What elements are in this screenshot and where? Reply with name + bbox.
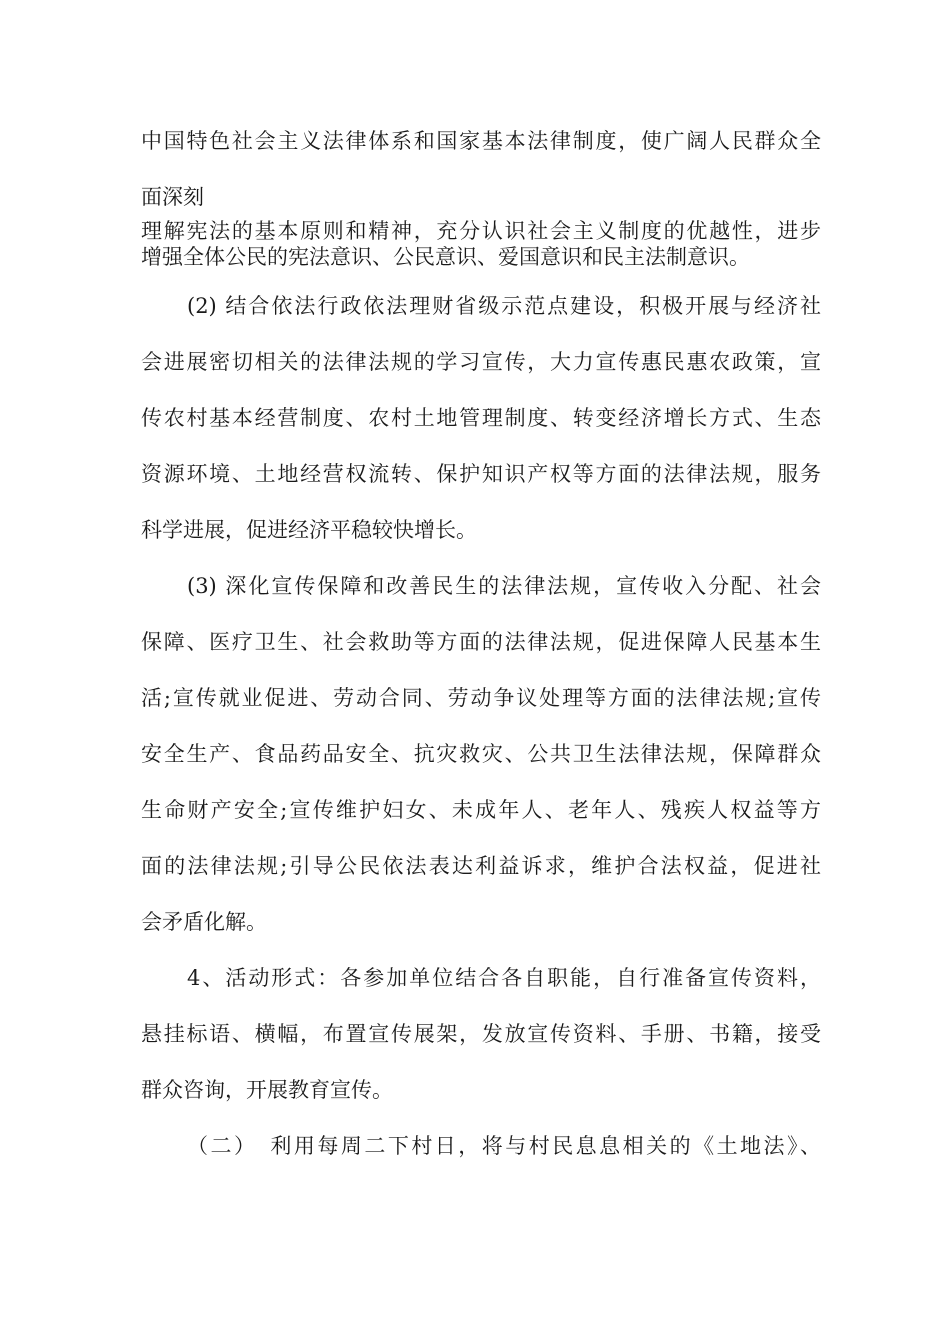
text-line: 生命财产安全;宣传维护妇女、未成年人、老年人、残疾人权益等方 [141,798,821,822]
text-line: 保障、医疗卫生、社会救助等方面的法律法规，促进保障人民基本生 [141,630,821,654]
text-line: 会进展密切相关的法律法规的学习宣传，大力宣传惠民惠农政策，宣 [141,350,821,374]
text-line: 悬挂标语、横幅，布置宣传展架，发放宣传资料、手册、书籍，接受 [141,1022,821,1046]
text-line: 增强全体公民的宪法意识、公民意识、爱国意识和民主法制意识。 [141,245,750,269]
text-line: 资源环境、土地经营权流转、保护知识产权等方面的法律法规，服务 [141,462,821,486]
text-line: (3) 深化宣传保障和改善民生的法律法规，宣传收入分配、社会 [187,574,821,598]
text-line: 科学进展，促进经济平稳较快增长。 [141,518,477,542]
text-line: 面的法律法规;引导公民依法表达利益诉求，维护合法权益，促进社 [141,854,821,878]
text-line: (2) 结合依法行政依法理财省级示范点建设，积极开展与经济社 [187,294,821,318]
text-line: 安全生产、食品药品安全、抗灾救灾、公共卫生法律法规，保障群众 [141,742,821,766]
text-line: 传农村基本经营制度、农村土地管理制度、转变经济增长方式、生态 [141,406,821,430]
text-line: 理解宪法的基本原则和精神，充分认识社会主义制度的优越性，进步 [141,219,821,243]
text-line: 活;宣传就业促进、劳动合同、劳动争议处理等方面的法律法规;宣传 [141,686,821,710]
text-line: 4、活动形式：各参加单位结合各自职能，自行准备宣传资料， [187,966,821,990]
text-line: 群众咨询，开展教育宣传。 [141,1078,393,1102]
text-line: （二） 利用每周二下村日，将与村民息息相关的《土地法》、 [187,1134,821,1158]
text-line: 会矛盾化解。 [141,910,267,934]
text-line: 面深刻 [141,185,204,209]
text-line: 中国特色社会主义法律体系和国家基本法律制度，使广阔人民群众全 [141,129,821,153]
